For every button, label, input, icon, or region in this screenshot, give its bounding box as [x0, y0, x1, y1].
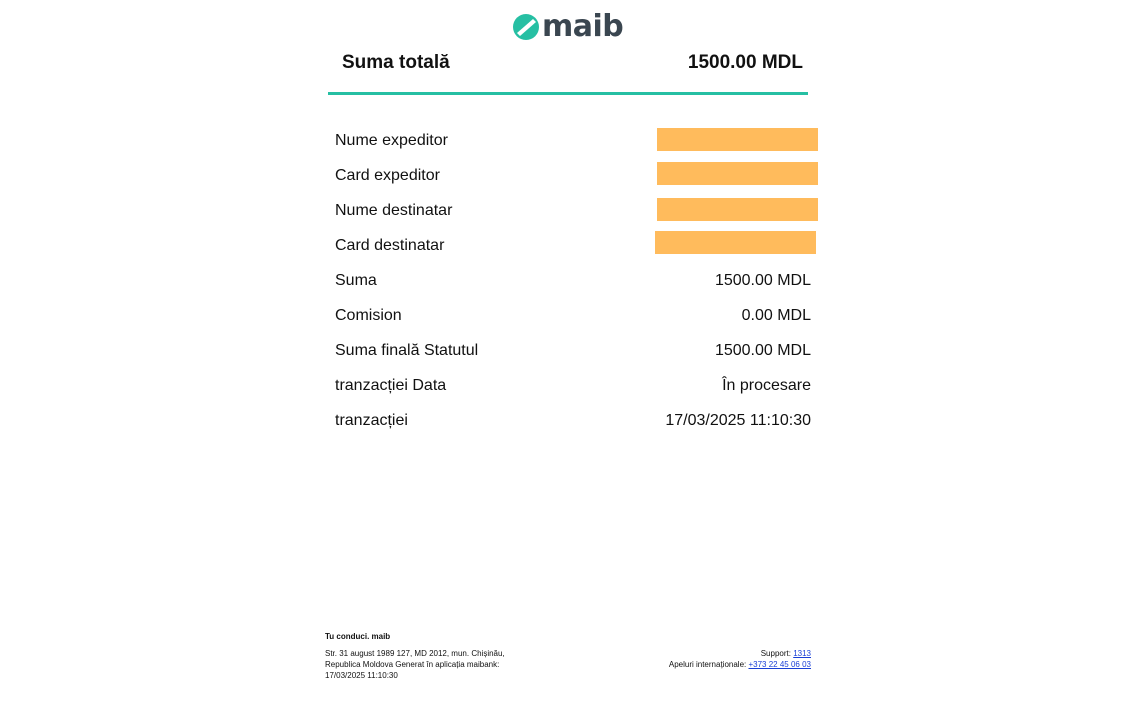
header-divider	[328, 92, 808, 95]
footer-tagline: Tu conduci. maib	[325, 632, 391, 641]
support-line	[669, 648, 811, 659]
status-label: tranzacției Data	[335, 377, 447, 394]
recipient-name-label: Nume destinatar	[335, 202, 453, 219]
intl-label: Apeluri internaționale:	[668, 660, 747, 669]
commission-value: 0.00 MDL	[741, 307, 811, 324]
total-amount-label: Suma totală	[342, 52, 450, 73]
support-phone-link[interactable]: 1313	[793, 649, 811, 658]
sender-card-redacted	[657, 162, 818, 185]
support-label: Support:	[760, 649, 791, 658]
date-label: tranzacției	[335, 412, 408, 429]
maib-logo	[512, 10, 623, 44]
total-amount-value: 1500.00 MDL	[687, 52, 803, 73]
status-value: În procesare	[722, 377, 811, 394]
intl-phone-link[interactable]: +373 22 45 06 03	[748, 660, 811, 669]
recipient-card-label: Card destinatar	[335, 237, 445, 254]
recipient-name-redacted	[657, 198, 818, 221]
sender-card-label: Card expeditor	[335, 167, 440, 184]
recipient-card-redacted	[655, 231, 816, 254]
amount-label: Suma	[335, 272, 377, 289]
sender-name-label: Nume expeditor	[335, 132, 448, 149]
final-amount-value: 1500.00 MDL	[714, 342, 811, 359]
intl-line	[669, 659, 811, 670]
date-value: 17/03/2025 11:10:30	[665, 412, 811, 429]
amount-value: 1500.00 MDL	[714, 272, 811, 289]
footer-address: Str. 31 august 1989 127, MD 2012, mun. Chișinău, Republica Moldova Generat în aplicația maibank: 17/03/2025 11:10:30	[325, 649, 505, 680]
footer-contacts	[669, 648, 811, 670]
maib-logo-icon	[512, 13, 540, 41]
sender-name-redacted	[657, 128, 818, 151]
final-amount-label: Suma finală Statutul	[335, 342, 479, 359]
logo-wordmark: maib	[542, 9, 624, 44]
commission-label: Comision	[335, 307, 402, 324]
